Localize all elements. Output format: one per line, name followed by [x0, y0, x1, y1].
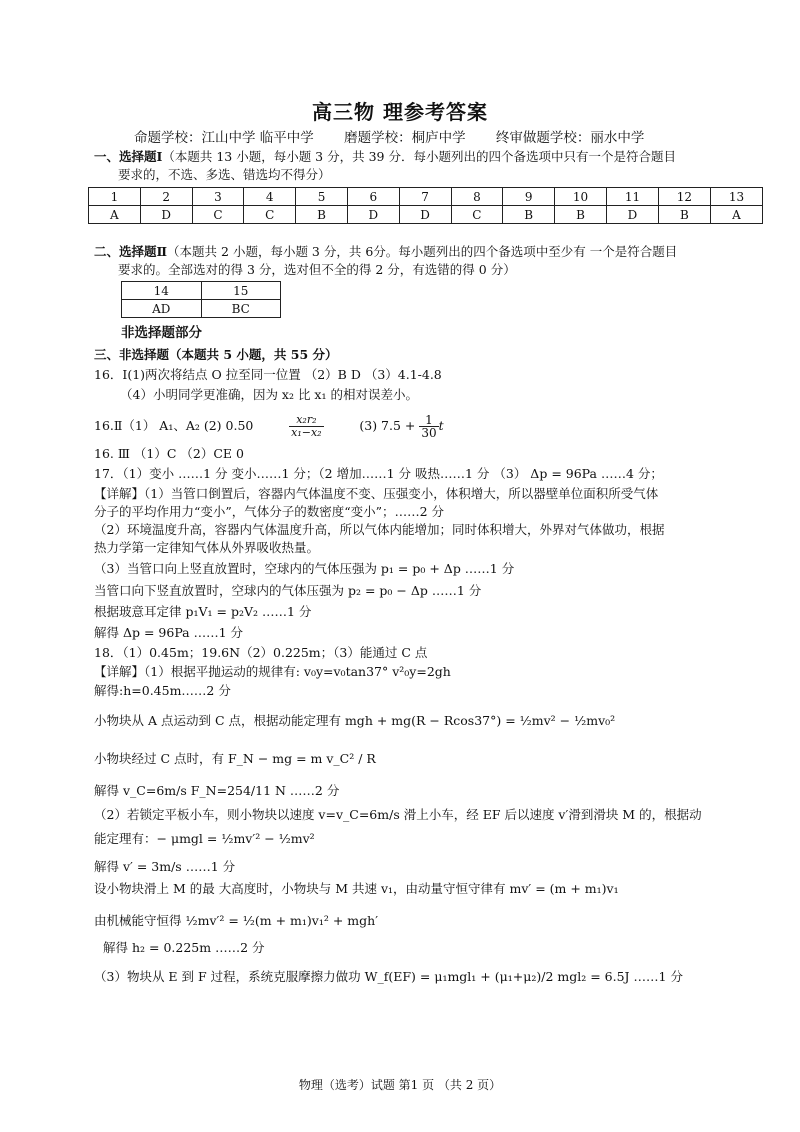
- q18-explain-2: 解得:h=0.45m……2 分: [94, 683, 231, 698]
- proposer-school: 命题学校：江山中学 临平中学: [134, 130, 314, 146]
- answer-cell: BC: [201, 300, 281, 318]
- page-title: 高三物 理参考答案: [312, 100, 488, 124]
- q18-explain-6: （2）若锁定平板小车，则小物块以速度 v=v_C=6m/s 滑上小车，经 EF 后以速度 v′滑到滑块 M 的，根据动: [94, 807, 702, 822]
- answer-cell: A: [89, 206, 141, 224]
- question-number-cell: 11: [607, 188, 659, 206]
- section3-title: 三、非选择题（本题共 5 小题，共 55 分）: [94, 347, 338, 362]
- answer-cell: C: [244, 206, 296, 224]
- question-number-cell: 10: [555, 188, 607, 206]
- answer-cell: AD: [122, 300, 202, 318]
- question-number-cell: 9: [503, 188, 555, 206]
- answer-cell: D: [347, 206, 399, 224]
- answer-cell: C: [451, 206, 503, 224]
- section2-desc: 要求的。全部选对的得 3 分，选对但不全的得 2 分，有选错的得 0 分）: [118, 262, 516, 277]
- q16-part1-note: （4）小明同学更准确，因为 x₂ 比 x₁ 的相对误差小。: [120, 387, 418, 402]
- question-number-cell: 15: [201, 282, 281, 300]
- section1-desc: 要求的，不选、多选、错选均不得分）: [118, 167, 331, 182]
- q17-explain-1: 【详解】（1）当管口倒置后，容器内气体温度不变、压强变小，体积增大，所以器壁单位面积所受气体: [94, 486, 659, 501]
- question-number-cell: 14: [122, 282, 202, 300]
- table-row: [122, 300, 281, 318]
- final-review-school: 终审做题学校：丽水中学: [495, 130, 645, 146]
- table-row: [89, 188, 763, 206]
- table-row: [89, 206, 763, 224]
- section1-answer-table: [88, 187, 763, 224]
- q17-answers: 17．（1）变小 ……1 分 变小……1 分；（2 增加……1 分 吸热……1 分 （3） Δp = 96Pa ……4 分；: [94, 466, 663, 481]
- answer-cell: D: [140, 206, 192, 224]
- q18-explain-1: 【详解】（1）根据平抛运动的规律有: v₀y=v₀tan37° v²₀y=2gh: [94, 664, 451, 679]
- q18-explain-7: 能定理有：− μmgl = ½mv′² − ½mv²: [94, 831, 315, 846]
- question-number-cell: 5: [296, 188, 348, 206]
- q17-explain-4: 热力学第一定律知气体从外界吸收热量。: [94, 540, 320, 555]
- q18-explain-8: 解得 v′ = 3m/s ……1 分: [94, 859, 236, 874]
- q18-explain-10: 由机械能守恒得 ½mv′² = ½(m + m₁)v₁² + mgh′: [94, 913, 379, 928]
- q17-explain-8: 解得 Δp = 96Pa ……1 分: [94, 625, 244, 640]
- q18-explain-5: 解得 v_C=6m/s F_N=254/11 N ……2 分: [94, 783, 340, 798]
- question-number-cell: 13: [710, 188, 762, 206]
- q18-explain-12: （3）物块从 E 到 F 过程，系统克服摩擦力做功 W_f(EF) = μ₁mgl₁ + (μ₁+μ₂)/2 mgl₂ = 6.5J ……1 分: [94, 969, 683, 984]
- question-number-cell: 1: [89, 188, 141, 206]
- q16-part2: 16.Ⅱ（1） A₁、A₂ (2) 0.50 $\frac{\text{x₂r₂}}{\text{x₁−x₂}}$ (3) 7.5 + $\frac{1}{30}$ t: [94, 413, 444, 440]
- answer-cell: B: [555, 206, 607, 224]
- answer-cell: C: [192, 206, 244, 224]
- page-footer: 物理（选考）试题 第1 页 （共 2 页）: [298, 1078, 502, 1092]
- question-number-cell: 3: [192, 188, 244, 206]
- answer-cell: B: [296, 206, 348, 224]
- table-row: [122, 282, 281, 300]
- section2-title: 二、选择题Ⅱ（本题共 2 小题，每小题 3 分，共 6分。每小题列出的四个备选项中至少有 一个是符合题目: [94, 244, 678, 259]
- q18-explain-4: 小物块经过 C 点时，有 F_N − mg = m v_C² / R: [94, 751, 376, 766]
- q17-explain-2: 分子的平均作用力“变小”，气体分子的数密度“变小”；……2 分: [94, 504, 444, 519]
- q17-explain-5: （3）当管口向上竖直放置时，空球内的气体压强为 p₁ = p₀ + Δp ……1 分: [94, 561, 515, 576]
- answer-cell: A: [710, 206, 762, 224]
- review-school: 磨题学校：桐庐中学: [344, 130, 466, 146]
- question-number-cell: 12: [658, 188, 710, 206]
- answer-cell: D: [607, 206, 659, 224]
- school-credits: [134, 126, 670, 146]
- question-number-cell: 8: [451, 188, 503, 206]
- question-number-cell: 6: [347, 188, 399, 206]
- answer-cell: B: [503, 206, 555, 224]
- q17-explain-6: 当管口向下竖直放置时，空球内的气体压强为 p₂ = p₀ − Δp ……1 分: [94, 583, 482, 598]
- answer-cell: B: [658, 206, 710, 224]
- q16-part1: 16．Ⅰ(1)两次将结点 O 拉至同一位置 （2）B D （3）4.1-4.8: [94, 367, 442, 382]
- section1-title: 一、选择题Ⅰ（本题共 13 小题，每小题 3 分，共 39 分．每小题列出的四个备选项中只有一个是符合题目: [94, 149, 676, 164]
- q17-explain-7: 根据玻意耳定律 p₁V₁ = p₂V₂ ……1 分: [94, 604, 312, 619]
- q18-answers: 18．（1）0.45m；19.6N（2）0.225m；（3）能通过 C 点: [94, 645, 428, 660]
- q17-explain-3: （2）环境温度升高，容器内气体温度升高，所以气体内能增加；同时体积增大，外界对气体做功，根据: [94, 522, 665, 537]
- q18-explain-3: 小物块从 A 点运动到 C 点，根据动能定理有 mgh + mg(R − Rcos37°) = ½mv² − ½mv₀²: [94, 713, 616, 728]
- q16-fraction-2: $\frac{1}{30}$: [421, 413, 437, 440]
- question-number-cell: 4: [244, 188, 296, 206]
- nonchoice-heading: 非选择题部分: [121, 325, 202, 341]
- q18-explain-11: 解得 h₂ = 0.225m ……2 分: [103, 940, 265, 955]
- q16-fraction: $\frac{\text{x₂r₂}}{\text{x₁−x₂}}$: [291, 413, 322, 439]
- question-number-cell: 7: [399, 188, 451, 206]
- q16-part3: 16. Ⅲ （1）C （2）CE 0: [94, 446, 244, 461]
- section2-answer-table: [121, 281, 281, 318]
- question-number-cell: 2: [140, 188, 192, 206]
- q18-explain-9: 设小物块滑上 M 的最 大高度时，小物块与 M 共速 v₁，由动量守恒守律有 mv′ = (m + m₁)v₁: [94, 881, 619, 896]
- answer-cell: D: [399, 206, 451, 224]
